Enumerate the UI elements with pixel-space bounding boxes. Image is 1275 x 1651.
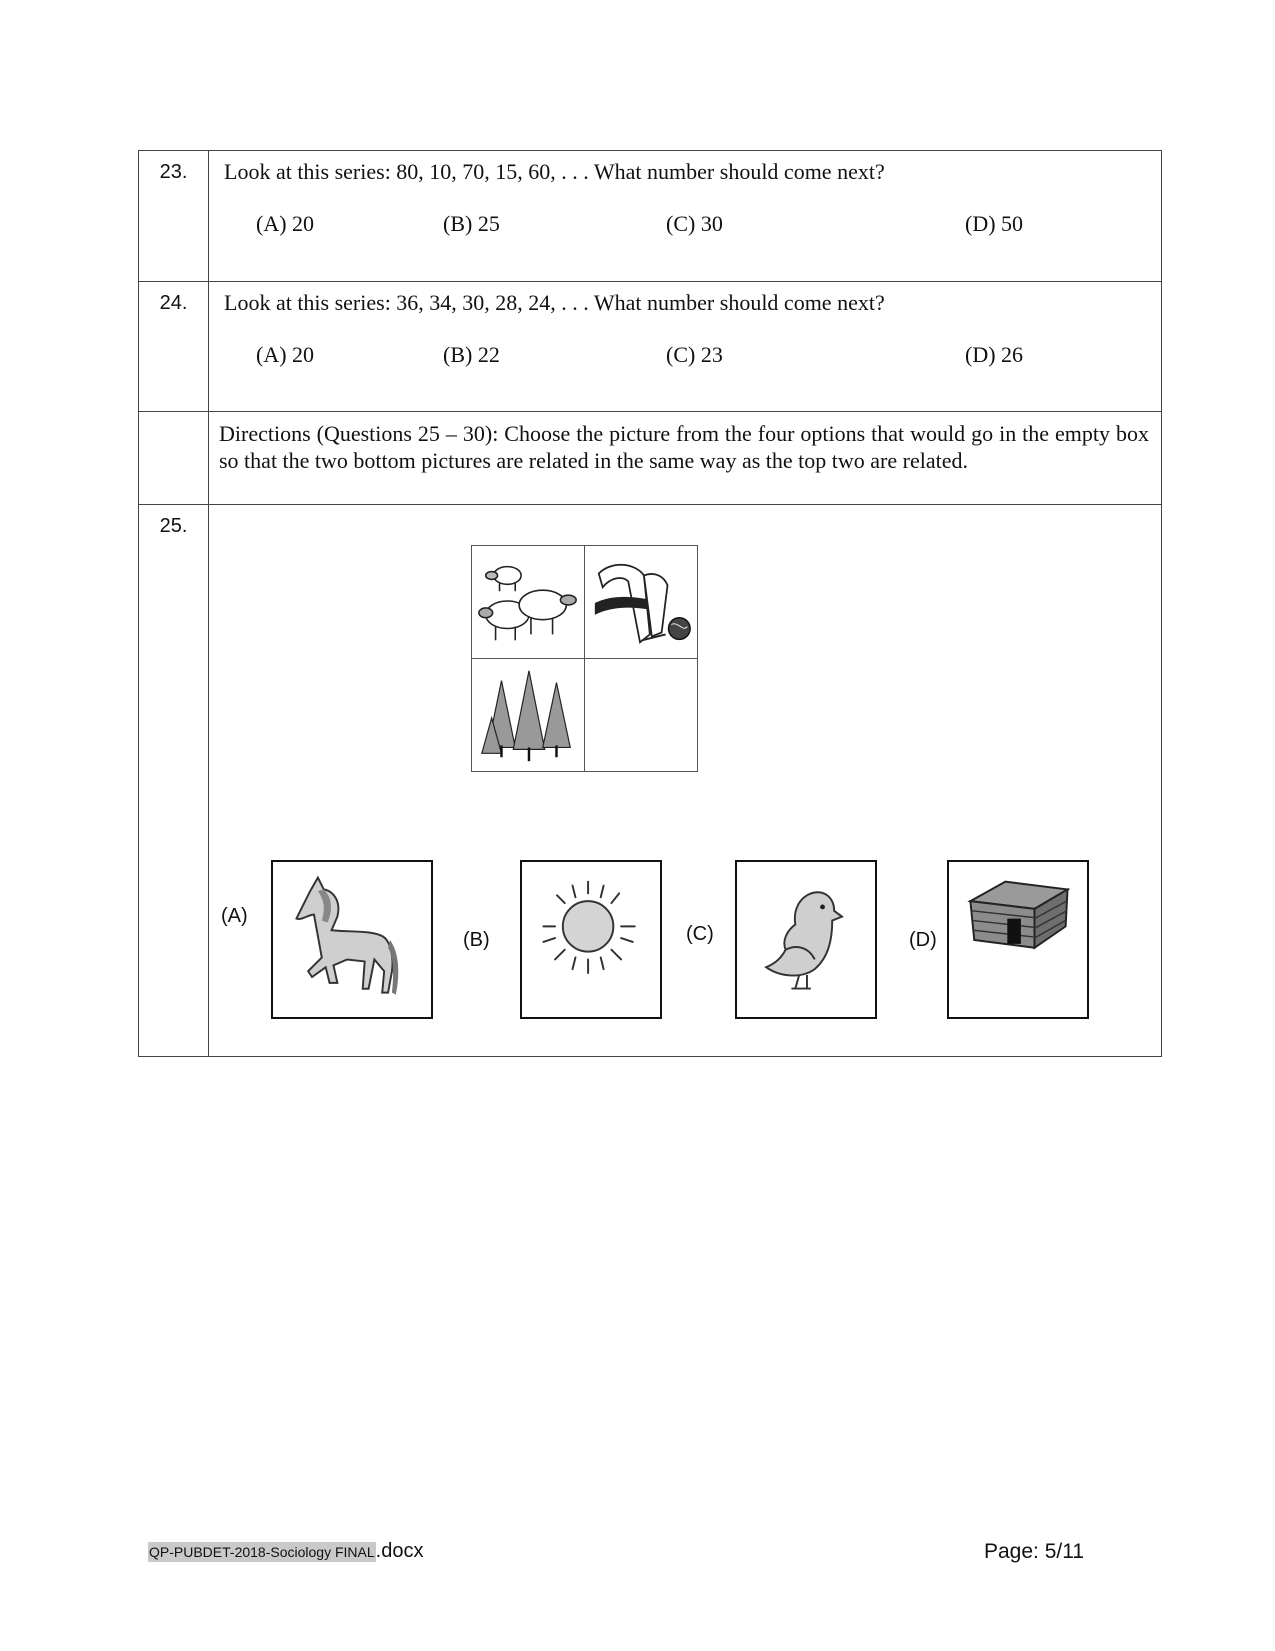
footer-filename-highlight: QP-PUBDET-2018-Sociology FINAL — [149, 1544, 375, 1560]
option-b: (B) 22 — [443, 342, 500, 367]
bird-icon — [735, 860, 877, 1019]
log-cabin-icon — [947, 860, 1089, 1019]
option-c: (C) 30 — [666, 211, 723, 236]
footer-filename-ext: .docx — [375, 1540, 424, 1562]
trees-icon — [471, 658, 585, 772]
directions-row — [139, 411, 1161, 504]
question-number: 23. — [139, 151, 209, 281]
option-d: (D) 26 — [965, 342, 1024, 367]
option-a: (A) 20 — [256, 211, 315, 236]
footer-page-number: Page: 5/11 — [984, 1540, 1085, 1563]
footer-filename — [148, 1540, 423, 1563]
question-number: 25. — [139, 505, 209, 1056]
option-d: (D) 50 — [965, 211, 1024, 236]
option-label-a: (A) — [221, 905, 248, 927]
question-table — [138, 150, 1162, 1057]
option-label-c: (C) — [686, 923, 714, 945]
sheep-icon — [471, 545, 585, 659]
question-row-25 — [139, 504, 1161, 1056]
option-label-d: (D) — [909, 929, 937, 951]
question-row-24 — [139, 281, 1161, 411]
option-c: (C) 23 — [666, 342, 723, 367]
question-number: 24. — [139, 282, 209, 411]
question-row-23 — [139, 151, 1161, 281]
question-text: Look at this series: 36, 34, 30, 28, 24, . . . What number should come next? — [224, 290, 885, 315]
option-label-b: (B) — [463, 929, 490, 951]
sun-icon — [520, 860, 662, 1019]
empty-answer-box — [584, 658, 698, 772]
horse-icon — [271, 860, 433, 1019]
option-b: (B) 25 — [443, 211, 500, 236]
scarf-yarn-icon — [584, 545, 698, 659]
question-text: Look at this series: 80, 10, 70, 15, 60, . . . What number should come next? — [224, 159, 885, 184]
directions-text: Directions (Questions 25 – 30): Choose the picture from the four options that would go in the empty box so that the two bottom pictures are related in the same way as the top two are related. — [219, 421, 1149, 473]
option-a: (A) 20 — [256, 342, 315, 367]
